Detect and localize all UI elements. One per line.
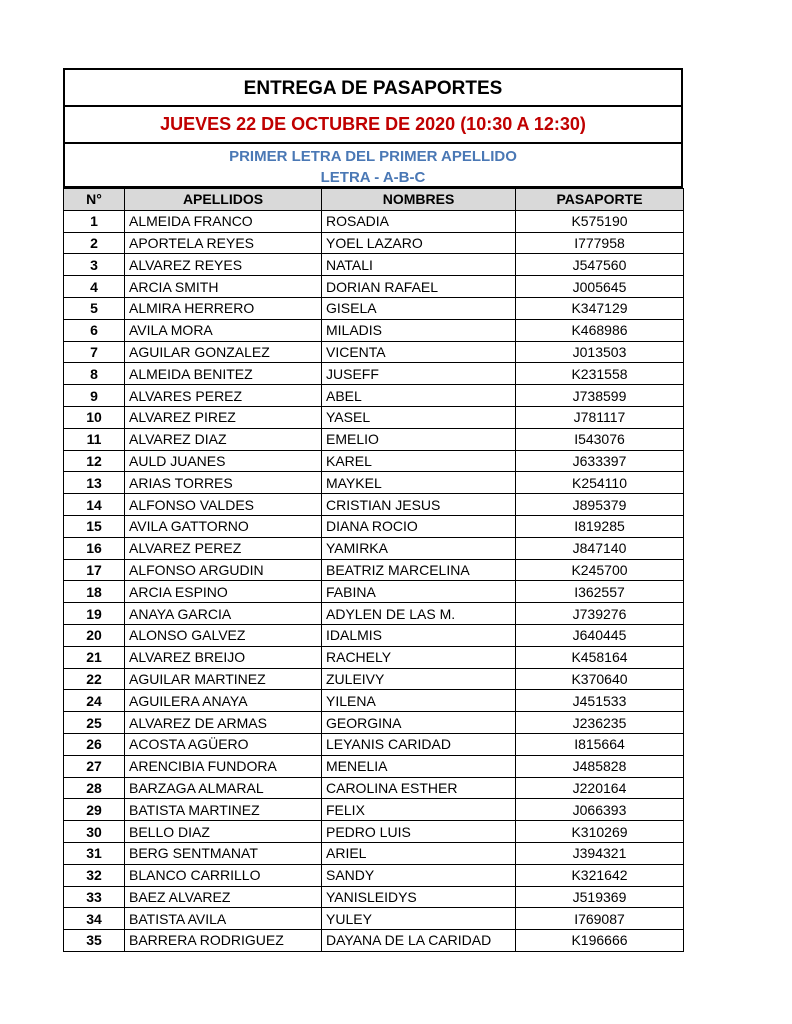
column-header-names: NOMBRES — [322, 189, 516, 211]
row-passport: J013503 — [516, 341, 684, 363]
row-names: DAYANA DE LA CARIDAD — [322, 930, 516, 952]
table-row — [64, 886, 684, 908]
row-names: MENELIA — [322, 755, 516, 777]
row-number: 16 — [64, 537, 125, 559]
row-number: 21 — [64, 646, 125, 668]
row-number: 17 — [64, 559, 125, 581]
row-passport: J847140 — [516, 537, 684, 559]
table-row — [64, 668, 684, 690]
table-row — [64, 930, 684, 952]
column-header-surnames: APELLIDOS — [125, 189, 322, 211]
table-row — [64, 450, 684, 472]
sheet-title: ENTREGA DE PASAPORTES — [63, 68, 683, 105]
table-row — [64, 494, 684, 516]
row-number: 25 — [64, 712, 125, 734]
row-names: YULEY — [322, 908, 516, 930]
row-surnames: ALVAREZ REYES — [125, 254, 322, 276]
row-passport: K370640 — [516, 668, 684, 690]
row-surnames: BAEZ ALVAREZ — [125, 886, 322, 908]
row-surnames: BERG SENTMANAT — [125, 842, 322, 864]
row-names: YOEL LAZARO — [322, 232, 516, 254]
row-names: IDALMIS — [322, 624, 516, 646]
table-row — [64, 363, 684, 385]
row-number: 22 — [64, 668, 125, 690]
row-number: 18 — [64, 581, 125, 603]
row-number: 11 — [64, 428, 125, 450]
table-row — [64, 581, 684, 603]
row-number: 1 — [64, 210, 125, 232]
row-names: ZULEIVY — [322, 668, 516, 690]
row-surnames: BARZAGA ALMARAL — [125, 777, 322, 799]
row-names: BEATRIZ MARCELINA — [322, 559, 516, 581]
table-row — [64, 341, 684, 363]
row-number: 6 — [64, 319, 125, 341]
letter-criteria — [63, 142, 683, 188]
table-row — [64, 603, 684, 625]
row-surnames: BATISTA MARTINEZ — [125, 799, 322, 821]
row-names: VICENTA — [322, 341, 516, 363]
row-surnames: AGUILAR MARTINEZ — [125, 668, 322, 690]
row-passport: J547560 — [516, 254, 684, 276]
row-passport: I815664 — [516, 733, 684, 755]
row-passport: K245700 — [516, 559, 684, 581]
row-surnames: BLANCO CARRILLO — [125, 864, 322, 886]
row-surnames: ALVARES PEREZ — [125, 385, 322, 407]
row-surnames: ARENCIBIA FUNDORA — [125, 755, 322, 777]
row-passport: J005645 — [516, 276, 684, 298]
row-passport: J066393 — [516, 799, 684, 821]
row-number: 27 — [64, 755, 125, 777]
row-names: CRISTIAN JESUS — [322, 494, 516, 516]
row-number: 24 — [64, 690, 125, 712]
row-passport: J485828 — [516, 755, 684, 777]
row-names: YILENA — [322, 690, 516, 712]
table-row — [64, 712, 684, 734]
table-row — [64, 319, 684, 341]
table-header-row — [64, 189, 684, 211]
row-surnames: ARCIA SMITH — [125, 276, 322, 298]
row-names: YANISLEIDYS — [322, 886, 516, 908]
row-passport: K321642 — [516, 864, 684, 886]
row-passport: K458164 — [516, 646, 684, 668]
row-passport: J640445 — [516, 624, 684, 646]
row-names: YAMIRKA — [322, 537, 516, 559]
row-number: 13 — [64, 472, 125, 494]
row-passport: K575190 — [516, 210, 684, 232]
row-number: 19 — [64, 603, 125, 625]
row-surnames: ALFONSO VALDES — [125, 494, 322, 516]
row-number: 15 — [64, 515, 125, 537]
row-number: 5 — [64, 297, 125, 319]
row-surnames: ALVAREZ PEREZ — [125, 537, 322, 559]
row-surnames: BATISTA AVILA — [125, 908, 322, 930]
row-names: MAYKEL — [322, 472, 516, 494]
row-number: 26 — [64, 733, 125, 755]
table-row — [64, 733, 684, 755]
row-number: 14 — [64, 494, 125, 516]
table-row — [64, 276, 684, 298]
column-header-number: N° — [64, 189, 125, 211]
row-names: YASEL — [322, 406, 516, 428]
row-passport: K254110 — [516, 472, 684, 494]
column-header-passport: PASAPORTE — [516, 189, 684, 211]
row-surnames: ACOSTA AGÜERO — [125, 733, 322, 755]
row-names: JUSEFF — [322, 363, 516, 385]
row-surnames: ALFONSO ARGUDIN — [125, 559, 322, 581]
row-names: NATALI — [322, 254, 516, 276]
table-row — [64, 472, 684, 494]
row-passport: K347129 — [516, 297, 684, 319]
table-row — [64, 406, 684, 428]
row-names: PEDRO LUIS — [322, 821, 516, 843]
row-number: 30 — [64, 821, 125, 843]
row-names: LEYANIS CARIDAD — [322, 733, 516, 755]
row-surnames: APORTELA REYES — [125, 232, 322, 254]
row-passport: I543076 — [516, 428, 684, 450]
row-surnames: ALVAREZ DE ARMAS — [125, 712, 322, 734]
row-names: KAREL — [322, 450, 516, 472]
row-surnames: AULD JUANES — [125, 450, 322, 472]
table-row — [64, 690, 684, 712]
table-row — [64, 646, 684, 668]
passport-table — [63, 188, 684, 952]
table-row — [64, 755, 684, 777]
row-passport: J633397 — [516, 450, 684, 472]
row-names: ABEL — [322, 385, 516, 407]
row-surnames: ALONSO GALVEZ — [125, 624, 322, 646]
row-passport: J451533 — [516, 690, 684, 712]
row-number: 31 — [64, 842, 125, 864]
table-row — [64, 908, 684, 930]
row-surnames: ARIAS TORRES — [125, 472, 322, 494]
row-number: 35 — [64, 930, 125, 952]
row-names: ARIEL — [322, 842, 516, 864]
table-row — [64, 799, 684, 821]
row-number: 33 — [64, 886, 125, 908]
row-passport: J236235 — [516, 712, 684, 734]
criteria-line-2: LETRA - A-B-C — [320, 169, 426, 186]
row-passport: I769087 — [516, 908, 684, 930]
table-row — [64, 864, 684, 886]
row-number: 20 — [64, 624, 125, 646]
table-row — [64, 515, 684, 537]
row-surnames: BELLO DIAZ — [125, 821, 322, 843]
row-passport: J738599 — [516, 385, 684, 407]
row-surnames: ALMEIDA FRANCO — [125, 210, 322, 232]
table-row — [64, 254, 684, 276]
row-passport: K231558 — [516, 363, 684, 385]
row-passport: J220164 — [516, 777, 684, 799]
row-passport: J519369 — [516, 886, 684, 908]
row-passport: I777958 — [516, 232, 684, 254]
row-names: ROSADIA — [322, 210, 516, 232]
row-passport: J781117 — [516, 406, 684, 428]
row-passport: J739276 — [516, 603, 684, 625]
table-row — [64, 428, 684, 450]
row-surnames: AVILA GATTORNO — [125, 515, 322, 537]
row-passport: J394321 — [516, 842, 684, 864]
row-number: 2 — [64, 232, 125, 254]
passport-delivery-sheet — [63, 68, 683, 952]
row-surnames: ALMEIDA BENITEZ — [125, 363, 322, 385]
table-row — [64, 624, 684, 646]
criteria-line-1: PRIMER LETRA DEL PRIMER APELLIDO — [229, 148, 517, 165]
row-passport: I362557 — [516, 581, 684, 603]
table-row — [64, 537, 684, 559]
row-surnames: BARRERA RODRIGUEZ — [125, 930, 322, 952]
table-row — [64, 232, 684, 254]
row-surnames: ALVAREZ DIAZ — [125, 428, 322, 450]
table-row — [64, 297, 684, 319]
row-passport: I819285 — [516, 515, 684, 537]
table-row — [64, 210, 684, 232]
row-passport: K468986 — [516, 319, 684, 341]
row-names: GEORGINA — [322, 712, 516, 734]
row-passport: J895379 — [516, 494, 684, 516]
table-row — [64, 385, 684, 407]
row-names: MILADIS — [322, 319, 516, 341]
row-surnames: ALVAREZ PIREZ — [125, 406, 322, 428]
row-number: 28 — [64, 777, 125, 799]
row-surnames: ALMIRA HERRERO — [125, 297, 322, 319]
row-number: 29 — [64, 799, 125, 821]
table-body — [64, 210, 684, 951]
table-row — [64, 559, 684, 581]
table-row — [64, 777, 684, 799]
row-number: 7 — [64, 341, 125, 363]
row-number: 12 — [64, 450, 125, 472]
row-surnames: ARCIA ESPINO — [125, 581, 322, 603]
row-number: 4 — [64, 276, 125, 298]
table-row — [64, 842, 684, 864]
row-names: ADYLEN DE LAS M. — [322, 603, 516, 625]
row-names: RACHELY — [322, 646, 516, 668]
row-passport: K196666 — [516, 930, 684, 952]
row-names: SANDY — [322, 864, 516, 886]
row-number: 34 — [64, 908, 125, 930]
row-number: 10 — [64, 406, 125, 428]
row-names: FELIX — [322, 799, 516, 821]
row-surnames: ANAYA GARCIA — [125, 603, 322, 625]
row-number: 3 — [64, 254, 125, 276]
row-passport: K310269 — [516, 821, 684, 843]
row-surnames: AVILA MORA — [125, 319, 322, 341]
row-number: 8 — [64, 363, 125, 385]
row-names: FABINA — [322, 581, 516, 603]
row-surnames: AGUILERA ANAYA — [125, 690, 322, 712]
delivery-date: JUEVES 22 DE OCTUBRE DE 2020 (10:30 A 12:30) — [63, 105, 683, 142]
row-number: 32 — [64, 864, 125, 886]
row-names: GISELA — [322, 297, 516, 319]
row-surnames: AGUILAR GONZALEZ — [125, 341, 322, 363]
row-names: DORIAN RAFAEL — [322, 276, 516, 298]
row-names: CAROLINA ESTHER — [322, 777, 516, 799]
table-row — [64, 821, 684, 843]
row-surnames: ALVAREZ BREIJO — [125, 646, 322, 668]
row-number: 9 — [64, 385, 125, 407]
row-names: EMELIO — [322, 428, 516, 450]
row-names: DIANA ROCIO — [322, 515, 516, 537]
